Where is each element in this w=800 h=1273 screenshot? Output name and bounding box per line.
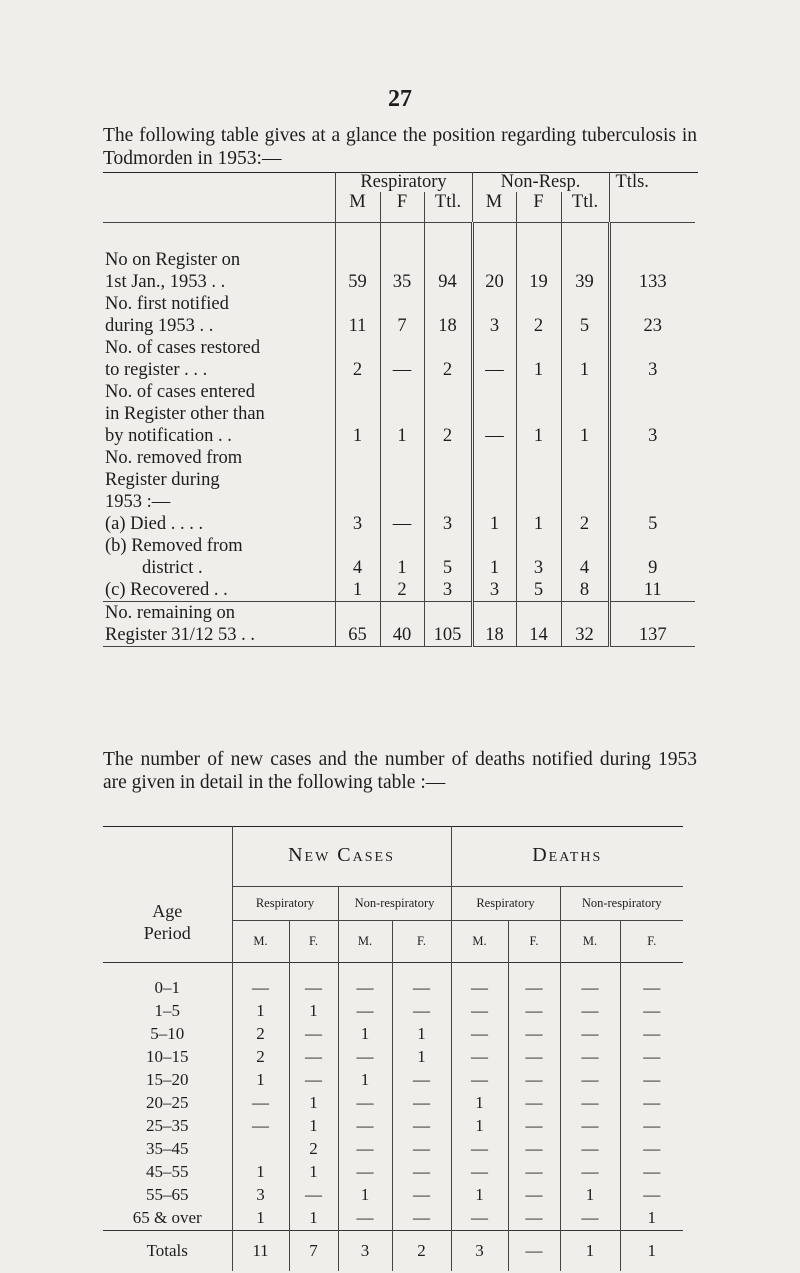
age-period: 25–35 — [146, 1116, 189, 1135]
cell-value: 1 — [451, 1184, 508, 1207]
age-period: 5–10 — [150, 1024, 185, 1043]
cell-value: — — [338, 962, 392, 1000]
cell-value: 1 — [472, 535, 516, 579]
cell-value: — — [472, 337, 516, 381]
row-label — [103, 381, 335, 447]
cell-value: — — [451, 1046, 508, 1069]
cell-value: — — [289, 1184, 338, 1207]
cell-value: 2 — [232, 1046, 289, 1069]
table1-m-header: M — [472, 192, 516, 222]
total-value: 1 — [560, 1230, 620, 1271]
age-period: 0–1 — [154, 978, 180, 997]
row-label-line: No. first notified — [105, 293, 229, 314]
cell-value: 1 — [380, 381, 424, 447]
cell-value: 3 — [232, 1184, 289, 1207]
table-row — [103, 293, 695, 337]
cell-value: 1 — [451, 1115, 508, 1138]
row-label — [103, 579, 335, 602]
cell-value: — — [392, 1184, 451, 1207]
cell-value: 1 — [335, 579, 380, 602]
new-cases-header: New Cases — [232, 826, 451, 886]
cell-value: — — [508, 1069, 560, 1092]
cell-value: — — [392, 1161, 451, 1184]
row-label-line: No. remaining on — [105, 602, 235, 623]
row-label-line: No. removed from — [105, 447, 243, 468]
table1-respiratory-header: Respiratory — [335, 172, 472, 192]
cell-value: — — [620, 1161, 683, 1184]
cell-value: 1 — [232, 1000, 289, 1023]
table1-m-header: M — [335, 192, 380, 222]
cell-value: 7 — [380, 293, 424, 337]
total-value: 2 — [392, 1230, 451, 1271]
cell-value: 1 — [338, 1184, 392, 1207]
cell-value: 5 — [609, 447, 695, 535]
cell-value: — — [451, 1000, 508, 1023]
cell-value: — — [560, 1207, 620, 1231]
table-row — [103, 1161, 683, 1184]
table-row — [103, 222, 695, 293]
table-row — [103, 447, 695, 535]
table1-corner — [103, 172, 335, 222]
table-row — [103, 1069, 683, 1092]
cell-value: — — [560, 1069, 620, 1092]
row-label-line: No. of cases restored — [105, 337, 261, 358]
cell-value: 2 — [380, 579, 424, 602]
cell-value: 1 — [232, 1161, 289, 1184]
table-row — [103, 1046, 683, 1069]
cell-value: 18 — [424, 293, 472, 337]
total-value: 1 — [620, 1230, 683, 1271]
cell-value: 2 — [424, 337, 472, 381]
cell-value: — — [392, 962, 451, 1000]
cell-value: 1 — [392, 1023, 451, 1046]
cell-value: 32 — [561, 601, 609, 646]
cell-value: 40 — [380, 601, 424, 646]
cell-value: 1 — [338, 1069, 392, 1092]
cell-value: 2 — [232, 1023, 289, 1046]
table1-ttl-header: Ttl. — [424, 192, 472, 222]
cell-value: — — [560, 1046, 620, 1069]
age-period: 15–20 — [146, 1070, 189, 1089]
cell-value: — — [451, 1161, 508, 1184]
f-header: F. — [508, 920, 560, 962]
cell-value: 1 — [289, 1115, 338, 1138]
row-label-line: (c) Recovered . . — [105, 579, 228, 600]
cell-value: 3 — [609, 337, 695, 381]
cell-value: 1 — [472, 447, 516, 535]
f-header: F. — [620, 920, 683, 962]
page-number: 27 — [388, 86, 412, 112]
cell-value: — — [508, 1023, 560, 1046]
cell-value: — — [380, 337, 424, 381]
row-label-line: to register . . . — [105, 359, 208, 380]
table-row — [103, 579, 695, 602]
cell-value: 39 — [561, 222, 609, 293]
cell-value: — — [620, 962, 683, 1000]
row-label-line: No on Register on — [105, 249, 241, 270]
cell-value: 2 — [561, 447, 609, 535]
age-period: 1–5 — [154, 1001, 180, 1020]
cell-value: 23 — [609, 293, 695, 337]
row-label — [103, 535, 335, 579]
cell-value: — — [392, 1115, 451, 1138]
cell-value: — — [508, 1092, 560, 1115]
cell-value: — — [508, 1184, 560, 1207]
age-period: 55–65 — [146, 1185, 189, 1204]
cell-value: — — [451, 962, 508, 1000]
cell-value: — — [392, 1207, 451, 1231]
cell-value: 94 — [424, 222, 472, 293]
deaths-respiratory-header: Respiratory — [451, 886, 560, 920]
cell-value: — — [392, 1000, 451, 1023]
cell-value: — — [560, 1000, 620, 1023]
table-row — [103, 1000, 683, 1023]
deaths-intro-paragraph: The number of new cases and the number of deaths notified during 1953 are given in detail in the following table :— — [103, 749, 697, 793]
age-period: 35–45 — [146, 1139, 189, 1158]
cell-value: 59 — [335, 222, 380, 293]
table-row — [103, 1138, 683, 1161]
cell-value: — — [508, 962, 560, 1000]
cell-value: 1 — [335, 381, 380, 447]
cell-value: — — [620, 1069, 683, 1092]
cell-value: 3 — [609, 381, 695, 447]
table1-f-header: F — [380, 192, 424, 222]
row-label-line: No. of cases entered — [105, 381, 255, 402]
table-row — [103, 962, 683, 1000]
deaths-non-respiratory-header: Non-respiratory — [560, 886, 683, 920]
cell-value: 133 — [609, 222, 695, 293]
cell-value: 3 — [472, 579, 516, 602]
row-label-line: (b) Removed from — [105, 535, 243, 556]
cell-value: — — [338, 1138, 392, 1161]
table-row — [103, 381, 695, 447]
cell-value: — — [289, 1046, 338, 1069]
totals-label: Totals — [103, 1230, 232, 1271]
total-value: 3 — [338, 1230, 392, 1271]
age-period: 20–25 — [146, 1093, 189, 1112]
cell-value: 1 — [380, 535, 424, 579]
cell-value: 65 — [335, 601, 380, 646]
cell-value: 3 — [472, 293, 516, 337]
cell-value: — — [620, 1000, 683, 1023]
row-label-line: Register during — [105, 469, 220, 490]
cell-value: 1 — [516, 447, 561, 535]
cell-value: 35 — [380, 222, 424, 293]
row-label — [103, 601, 335, 646]
cell-value: 2 — [289, 1138, 338, 1161]
cell-value: — — [560, 1023, 620, 1046]
m-header: M. — [232, 920, 289, 962]
cell-value: — — [232, 962, 289, 1000]
cell-value: — — [620, 1023, 683, 1046]
cell-value: — — [472, 381, 516, 447]
m-header: M. — [338, 920, 392, 962]
cell-value: 1 — [392, 1046, 451, 1069]
cell-value: — — [451, 1207, 508, 1231]
age-period: 65 & over — [132, 1208, 202, 1227]
cell-value: — — [338, 1046, 392, 1069]
cell-value: — — [508, 1161, 560, 1184]
total-value: 11 — [232, 1230, 289, 1271]
cell-value: 9 — [609, 535, 695, 579]
table-row — [103, 601, 695, 646]
period-header: Period — [143, 922, 191, 943]
table-row — [103, 1115, 683, 1138]
cell-value: — — [620, 1092, 683, 1115]
cell-value: — — [508, 1138, 560, 1161]
table-row — [103, 1207, 683, 1231]
cell-value: 1 — [451, 1092, 508, 1115]
cell-value: — — [232, 1115, 289, 1138]
table1-f-header: F — [516, 192, 561, 222]
cell-value: 5 — [561, 293, 609, 337]
row-label-line: by notification . . — [105, 425, 232, 446]
table-row — [103, 337, 695, 381]
cell-value: 1 — [560, 1184, 620, 1207]
cell-value: 1 — [561, 337, 609, 381]
cell-value: — — [508, 1046, 560, 1069]
cell-value: — — [560, 1138, 620, 1161]
cell-value: 3 — [424, 447, 472, 535]
row-label — [103, 447, 335, 535]
table1-ttl-header: Ttl. — [561, 192, 609, 222]
row-label-line: Register 31/12 53 . . — [105, 624, 256, 645]
row-label — [103, 222, 335, 293]
cell-value: — — [508, 1115, 560, 1138]
table-row — [103, 535, 695, 579]
cell-value: 137 — [609, 601, 695, 646]
intro-paragraph: The following table gives at a glance the position regarding tuberculosis in Todmorden in 1953:— — [103, 125, 697, 169]
cell-value: 1 — [232, 1069, 289, 1092]
deaths-header: Deaths — [451, 826, 683, 886]
row-label — [103, 293, 335, 337]
cell-value: 2 — [424, 381, 472, 447]
table1-totals-header: Ttls. — [609, 172, 695, 222]
f-header: F. — [289, 920, 338, 962]
cell-value: — — [232, 1092, 289, 1115]
cell-value: — — [338, 1161, 392, 1184]
cell-value: 11 — [335, 293, 380, 337]
cell-value: 1 — [289, 1207, 338, 1231]
cell-value: 1 — [516, 337, 561, 381]
cell-value: — — [392, 1092, 451, 1115]
cell-value: 11 — [609, 579, 695, 602]
table-row — [103, 1092, 683, 1115]
cell-value: 1 — [289, 1161, 338, 1184]
table-row — [103, 1023, 683, 1046]
cell-value: — — [392, 1069, 451, 1092]
table-row — [103, 1184, 683, 1207]
cell-value: 8 — [561, 579, 609, 602]
cell-value: 14 — [516, 601, 561, 646]
cell-value: — — [451, 1138, 508, 1161]
cell-value: 18 — [472, 601, 516, 646]
total-value: 7 — [289, 1230, 338, 1271]
row-label-line: 1953 :— — [105, 491, 171, 512]
cell-value: 105 — [424, 601, 472, 646]
cell-value: 3 — [516, 535, 561, 579]
table1-non-respiratory-header: Non-Resp. — [472, 172, 609, 192]
row-label-line: during 1953 . . — [105, 315, 214, 336]
cell-value: — — [560, 1115, 620, 1138]
cell-value: 1 — [232, 1207, 289, 1231]
cell-value: 1 — [561, 381, 609, 447]
age-period: 10–15 — [146, 1047, 189, 1066]
cell-value: — — [380, 447, 424, 535]
cell-value: 3 — [424, 579, 472, 602]
cell-value: — — [451, 1023, 508, 1046]
cell-value: — — [620, 1184, 683, 1207]
cell-value: 1 — [516, 381, 561, 447]
cell-value: 2 — [335, 337, 380, 381]
row-label-line: in Register other than — [105, 403, 265, 424]
tuberculosis-register-table — [103, 172, 695, 647]
cell-value: 1 — [289, 1000, 338, 1023]
cell-value: — — [508, 1207, 560, 1231]
cell-value: 4 — [335, 535, 380, 579]
cell-value: — — [338, 1115, 392, 1138]
cell-value: 19 — [516, 222, 561, 293]
cell-value: 20 — [472, 222, 516, 293]
total-value: 3 — [451, 1230, 508, 1271]
cell-value: 1 — [620, 1207, 683, 1231]
cell-value: 3 — [335, 447, 380, 535]
cell-value: — — [451, 1069, 508, 1092]
age-header: Age — [152, 900, 183, 921]
row-label-line: 1st Jan., 1953 . . — [105, 271, 226, 292]
cell-value: — — [620, 1115, 683, 1138]
cell-value: — — [620, 1046, 683, 1069]
cell-value: — — [392, 1138, 451, 1161]
cell-value: — — [338, 1207, 392, 1231]
new-cases-deaths-table — [103, 826, 683, 1271]
cell-value: — — [338, 1092, 392, 1115]
cell-value: 5 — [424, 535, 472, 579]
row-label-line: (a) Died . . . . — [105, 513, 204, 534]
cell-value: — — [508, 1000, 560, 1023]
cell-value: 5 — [516, 579, 561, 602]
cell-value: — — [560, 1161, 620, 1184]
new-respiratory-header: Respiratory — [232, 886, 338, 920]
cell-value — [232, 1138, 289, 1161]
cell-value: — — [560, 1092, 620, 1115]
age-period-header — [103, 826, 232, 962]
age-period: 45–55 — [146, 1162, 189, 1181]
cell-value: 4 — [561, 535, 609, 579]
cell-value: 1 — [338, 1023, 392, 1046]
new-non-respiratory-header: Non-respiratory — [338, 886, 451, 920]
cell-value: — — [289, 962, 338, 1000]
cell-value: — — [620, 1138, 683, 1161]
f-header: F. — [392, 920, 451, 962]
row-label — [103, 337, 335, 381]
total-value: — — [508, 1230, 560, 1271]
cell-value: — — [338, 1000, 392, 1023]
m-header: M. — [451, 920, 508, 962]
cell-value: — — [289, 1023, 338, 1046]
row-label-line: district . — [105, 557, 203, 578]
cell-value: — — [289, 1069, 338, 1092]
cell-value: 2 — [516, 293, 561, 337]
cell-value: 1 — [289, 1092, 338, 1115]
cell-value: — — [560, 962, 620, 1000]
totals-row — [103, 1230, 683, 1271]
m-header: M. — [560, 920, 620, 962]
